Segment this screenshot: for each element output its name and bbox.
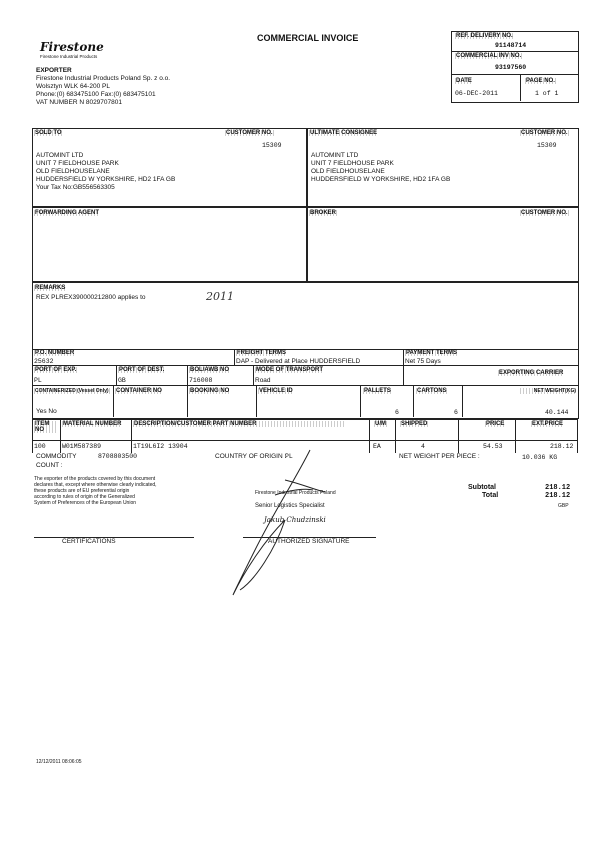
ref-delivery-value: 91148714 [495, 42, 527, 49]
bol-label: BOL/AWB NO [190, 367, 229, 373]
col-material-label: MATERIAL NUMBER [63, 421, 122, 427]
ultimate-line1: AUTOMINT LTD [311, 152, 359, 159]
remarks-label: REMARKS [35, 285, 66, 291]
bol-value: 716008 [189, 377, 213, 384]
ultimate-label: ULTIMATE CONSIGNEE [310, 130, 378, 136]
remarks-handwritten-year: 2011 [206, 290, 234, 303]
container-no-label: CONTAINER NO [116, 388, 162, 394]
ultimate-line3: OLD FIELDHOUSELANE [311, 168, 385, 175]
exporter-line1: Firestone Industrial Products Poland Sp. z o.o. [36, 75, 171, 82]
page-label: PAGE NO. [526, 78, 555, 84]
exporter-line4: VAT NUMBER N 8029707801 [36, 99, 122, 106]
col-ext-price-label: EXT.PRICE [532, 421, 564, 427]
certification-line1: The exporter of the products covered by this document [34, 476, 156, 482]
freight-terms-value: DAP - Delivered at Place HUDDERSFIELD [236, 358, 361, 365]
net-weight-value: 40.144 [545, 409, 569, 416]
vehicle-label: VEHICLE ID [259, 388, 293, 394]
forwarding-box [32, 207, 307, 282]
logo-subtext: Firestone Industrial Products [40, 54, 98, 59]
row-description: 1T19L6I2 13904 [133, 443, 188, 450]
page-value: 1 of 1 [535, 90, 559, 97]
currency: GBP [558, 503, 569, 509]
pallets-label: PALLETS [364, 388, 391, 394]
containerized-value: Yes No [36, 408, 57, 415]
payment-terms-value: Net 75 Days [405, 358, 441, 365]
ultimate-customer-no: 15309 [537, 142, 557, 149]
remarks-text: REX PLREX390000212800 applies to [36, 294, 146, 301]
row-price: 54.53 [483, 443, 503, 450]
commercial-inv-label: COMMERCIAL INV NO. [456, 53, 522, 59]
signature-role: Senior Logistics Specialist [255, 503, 325, 509]
sold-to-line5: Your Tax No:GB556563305 [36, 184, 115, 191]
total-value: 218.12 [545, 492, 571, 500]
payment-terms-label: PAYMENT TERMS [406, 350, 458, 356]
commodity-value: 8708803500 [98, 453, 138, 460]
subtotal-value: 218.12 [545, 484, 571, 492]
coo-value: PL [285, 453, 293, 460]
ultimate-customer-no-label: CUSTOMER NO. [521, 130, 568, 136]
port-dest-label: PORT OF DEST. [119, 367, 165, 373]
remarks-box [32, 282, 579, 350]
authorized-signature-label: AUTHORIZED SIGNATURE [268, 538, 350, 545]
exporter-line2: Wolsztyn WLK 64-200 PL [36, 83, 110, 90]
certification-line4: according to rules of origin of the Generalized [34, 494, 135, 500]
broker-label: BROKER [310, 210, 337, 216]
signature-company: Firestone Industrial Products Poland [255, 490, 336, 496]
coo-label: COUNTRY OF ORIGIN : [215, 453, 287, 460]
row-item: 100 [34, 443, 46, 450]
row-material: W01M587389 [62, 443, 102, 450]
col-item-label: ITEM NO [34, 421, 58, 433]
port-dest-value: GB [118, 377, 126, 384]
commercial-inv-value: 93197560 [495, 64, 527, 71]
certification-text [34, 476, 184, 506]
sold-to-line4: HUDDERSFIELD W YORKSHIRE, HD2 1FA GB [36, 176, 176, 183]
port-exp-value: PL [34, 377, 42, 384]
freight-terms-label: FREIGHT TERMS [237, 350, 286, 356]
net-weight-piece-label: NET WEIGHT PER PIECE : [399, 453, 480, 460]
ultimate-line2: UNIT 7 FIELDHOUSE PARK [311, 160, 394, 167]
containerized-label: CONTAINERIZED (Vessel Only) [34, 388, 111, 394]
certification-line2: declares that, except where otherwise clearly indicated, [34, 482, 157, 488]
cartons-value: 6 [454, 409, 458, 416]
sold-to-line2: UNIT 7 FIELDHOUSE PARK [36, 160, 119, 167]
carrier-label: EXPORTING CARRIER [499, 370, 564, 376]
company-logo [40, 40, 104, 60]
port-exp-label: PORT OF EXP. [35, 367, 77, 373]
broker-customer-no-label: CUSTOMER NO. [521, 210, 568, 216]
col-description-label: DESCRIPTION/CUSTOMER PART NUMBER [133, 421, 345, 427]
footer-code: 12/12/2011 08:06:05 [36, 759, 82, 765]
sold-to-line3: OLD FIELDHOUSELANE [36, 168, 110, 175]
po-number-value: 25632 [34, 358, 54, 365]
subtotal-label: Subtotal [468, 484, 496, 491]
sold-to-line1: AUTOMINT LTD [36, 152, 84, 159]
row-shipped: 4 [421, 443, 425, 450]
exporter-line3: Phone:(0) 683475100 Fax:(0) 683475101 [36, 91, 156, 98]
broker-box [307, 207, 579, 282]
row-ext-price: 218.12 [550, 443, 574, 450]
date-value: 06-DEC-2011 [455, 90, 498, 97]
net-weight-label: NET WEIGHT(KG) [520, 388, 577, 394]
col-shipped-label: SHIPPED [401, 421, 428, 427]
date-label: DATE [456, 78, 472, 84]
net-weight-piece-value: 10.036 KG [522, 454, 558, 461]
handwritten-signature [215, 440, 345, 600]
sold-to-label: SOLD TO [35, 130, 62, 136]
total-label: Total [482, 492, 499, 499]
commodity-label: COMMODITY [36, 453, 77, 460]
cartons-label: CARTONS [417, 388, 447, 394]
certification-line3: these products are of EU preferential origin [34, 488, 130, 494]
forwarding-label: FORWARDING AGENT [35, 210, 99, 216]
sold-to-customer-no: 15309 [262, 142, 282, 149]
certification-line5: System of Preferences of the European Union [34, 500, 137, 506]
sold-to-customer-no-label: CUSTOMER NO. [226, 130, 273, 136]
certifications-label: CERTIFICATIONS [62, 538, 116, 545]
mode-value: Road [255, 377, 271, 384]
ref-delivery-label: REF. DELIVERY NO. [456, 33, 513, 39]
col-price-label: PRICE [486, 421, 505, 427]
ultimate-line4: HUDDERSFIELD W YORKSHIRE, HD2 1FA GB [311, 176, 451, 183]
exporter-label: EXPORTER [36, 67, 72, 74]
col-um-label: U/M [375, 421, 386, 427]
count-label: COUNT : [36, 462, 63, 469]
pallets-value: 6 [395, 409, 399, 416]
signature-name: Jakub Chudzinski [264, 516, 326, 524]
row-um: EA [373, 443, 381, 450]
booking-label: BOOKING NO [190, 388, 230, 394]
logo-text: Firestone [40, 40, 104, 54]
mode-label: MODE OF TRANSPORT [256, 367, 323, 373]
document-title: COMMERCIAL INVOICE [257, 33, 359, 43]
po-number-label: P.O. NUMBER [35, 350, 75, 356]
